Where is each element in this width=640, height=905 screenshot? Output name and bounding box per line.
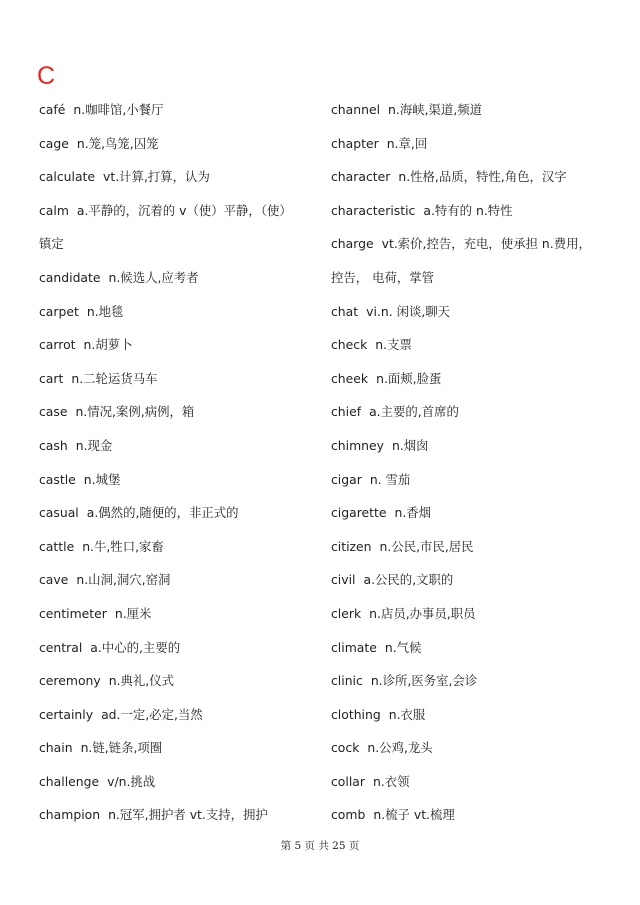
vocab-entry	[39, 362, 324, 396]
vocab-word: cage	[39, 135, 69, 151]
vocab-word: challenge	[39, 773, 100, 789]
vocab-definition: v/n.挑战	[107, 773, 156, 789]
vocab-word: clothing	[331, 706, 381, 722]
page-footer: 第 5 页 共 25 页	[280, 840, 360, 852]
vocab-word: cigar	[331, 471, 362, 487]
vocab-entry	[331, 362, 621, 396]
vocab-entry	[331, 765, 621, 799]
vocab-word: cart	[39, 370, 64, 386]
vocab-definition: n.典礼,仪式	[108, 673, 175, 689]
vocab-definition: a.公民的,文职的	[363, 572, 454, 588]
vocab-definition: n.衣服	[388, 706, 426, 722]
vocab-entry	[39, 295, 324, 329]
vocab-definition: n. 雪茄	[369, 471, 411, 487]
vocab-word: carpet	[39, 303, 79, 319]
vocab-word: calculate	[39, 169, 96, 185]
vocab-word: castle	[39, 471, 76, 487]
vocab-definition: 控告， 电荷，掌管	[331, 269, 435, 285]
vocab-word: cattle	[39, 538, 75, 554]
vocab-word: cigarette	[331, 505, 387, 521]
vocab-definition: n.地毯	[86, 303, 124, 319]
vocab-entry	[39, 765, 324, 799]
vocab-definition: a.偶然的,随便的，非正式的	[86, 505, 239, 521]
vocab-word: check	[331, 337, 368, 353]
vocab-entry	[331, 328, 621, 362]
vocab-entry	[331, 463, 621, 497]
vocab-definition: n.诊所,医务室,会诊	[370, 673, 478, 689]
vocab-entry	[331, 698, 621, 732]
vocab-definition: n.性格,品质，特性,角色，汉字	[398, 169, 567, 185]
vocab-word: comb	[331, 807, 366, 823]
vocab-definition: n.山洞,洞穴,窑洞	[76, 572, 171, 588]
vocab-word: calm	[39, 202, 69, 218]
vocab-word: clerk	[331, 605, 362, 621]
vocab-word: charge	[331, 236, 374, 252]
vocab-definition: n.店员,办事员,职员	[369, 605, 476, 621]
vocab-word: chief	[331, 404, 362, 420]
vocab-entry	[39, 93, 324, 127]
vocab-entry	[331, 194, 621, 228]
vocab-entry	[39, 261, 324, 295]
vocab-definition: a.主要的,首席的	[369, 404, 459, 420]
vocab-definition: n.咖啡馆,小餐厅	[73, 102, 164, 117]
vocab-word: champion	[39, 807, 101, 823]
vocab-entry	[331, 261, 621, 295]
vocab-definition: n.烟囱	[392, 437, 429, 453]
vocab-word: channel	[331, 102, 381, 117]
vocab-entry	[39, 463, 324, 497]
vocab-word: character	[331, 169, 391, 185]
vocab-word: chain	[39, 740, 73, 756]
vocab-entry	[331, 160, 621, 194]
vocab-definition: n.面颊,脸蛋	[376, 370, 442, 386]
vocab-definition: n.厘米	[114, 605, 152, 621]
vocab-definition: n.城堡	[83, 471, 121, 487]
vocab-word: central	[39, 639, 83, 655]
vocab-word: casual	[39, 505, 79, 521]
vocab-word: cock	[331, 740, 360, 756]
vocab-word: collar	[331, 773, 365, 789]
vocab-entry	[39, 698, 324, 732]
vocab-word: certainly	[39, 706, 94, 722]
vocab-entry	[331, 93, 621, 127]
vocab-entry	[331, 563, 621, 597]
vocab-entry	[39, 631, 324, 665]
vocab-word: civil	[331, 572, 356, 588]
vocab-definition: n.二轮运货马车	[71, 370, 158, 386]
vocab-definition: vi.n. 闲谈,聊天	[366, 303, 451, 319]
section-letter: C	[37, 62, 56, 90]
vocab-word: chimney	[331, 437, 384, 453]
vocab-word: café	[39, 102, 66, 117]
vocab-entry	[331, 227, 621, 261]
vocab-entry	[39, 429, 324, 463]
vocab-word: candidate	[39, 269, 101, 285]
vocab-definition: n.公鸡,龙头	[367, 740, 433, 756]
vocab-definition: n.海峡,渠道,频道	[388, 102, 483, 117]
vocab-definition: ad.一定,必定,当然	[101, 706, 203, 722]
vocab-entry	[39, 328, 324, 362]
vocab-entry	[331, 127, 621, 161]
vocab-entry	[39, 127, 324, 161]
vocab-entry	[331, 664, 621, 698]
vocab-definition: n.链,链条,项圈	[80, 740, 163, 756]
vocab-word: climate	[331, 639, 377, 655]
vocab-entry	[39, 496, 324, 530]
vocab-word: cave	[39, 572, 69, 588]
vocab-entry	[39, 395, 324, 429]
vocab-entry	[331, 496, 621, 530]
vocab-entry	[39, 731, 324, 765]
vocab-definition: a.特有的 n.特性	[423, 202, 513, 218]
vocab-definition: 镇定	[39, 236, 64, 252]
vocab-definition: n.胡萝卜	[83, 337, 133, 353]
vocab-definition: n.公民,市民,居民	[379, 538, 474, 554]
vocab-definition: n.支票	[375, 337, 412, 353]
vocab-entry	[39, 664, 324, 698]
vocab-entry	[39, 597, 324, 631]
vocab-definition: n.气候	[384, 639, 422, 655]
right-vocab-column	[331, 93, 621, 832]
vocab-entry	[331, 798, 621, 832]
vocab-definition: a.中心的,主要的	[90, 639, 181, 655]
vocab-definition: n.笼,鸟笼,囚笼	[76, 135, 159, 151]
vocab-definition: n.牛,牲口,家畜	[82, 538, 164, 554]
vocab-entry	[39, 530, 324, 564]
vocab-definition: n.冠军,拥护者 vt.支持，拥护	[108, 807, 268, 823]
vocab-definition: vt.索价,控告，充电，使承担 n.费用，	[381, 236, 591, 252]
vocab-definition: n.衣领	[372, 773, 410, 789]
vocab-word: chapter	[331, 135, 379, 151]
vocab-word: cash	[39, 437, 68, 453]
vocab-entry	[39, 160, 324, 194]
vocab-word: case	[39, 404, 68, 420]
vocab-word: citizen	[331, 538, 372, 554]
vocab-definition: vt.计算,打算，认为	[103, 169, 210, 185]
vocab-entry	[39, 798, 324, 832]
vocab-entry	[331, 731, 621, 765]
vocab-definition: n.现金	[75, 437, 113, 453]
vocab-word: chat	[331, 303, 359, 319]
vocab-definition: a.平静的，沉着的 v（使）平静，（使）	[76, 202, 292, 218]
vocab-definition: n.香烟	[394, 505, 432, 521]
vocab-word: ceremony	[39, 673, 101, 689]
vocab-definition: n.章,回	[386, 135, 428, 151]
vocab-definition: n.情况,案例,病例，箱	[75, 404, 195, 420]
vocab-entry	[331, 631, 621, 665]
vocab-entry	[39, 227, 324, 261]
vocab-entry	[331, 597, 621, 631]
vocab-word: centimeter	[39, 605, 107, 621]
vocab-entry	[331, 530, 621, 564]
vocab-entry	[331, 395, 621, 429]
left-vocab-column	[39, 93, 324, 832]
vocab-word: characteristic	[331, 202, 416, 218]
vocab-entry	[331, 429, 621, 463]
vocab-word: carrot	[39, 337, 76, 353]
vocab-definition: n.梳子 vt.梳理	[373, 807, 455, 823]
vocab-word: cheek	[331, 370, 369, 386]
vocab-entry	[39, 563, 324, 597]
vocab-entry	[39, 194, 324, 228]
vocab-word: clinic	[331, 673, 363, 689]
vocab-definition: n.候选人,应考者	[108, 269, 199, 285]
vocab-entry	[331, 295, 621, 329]
